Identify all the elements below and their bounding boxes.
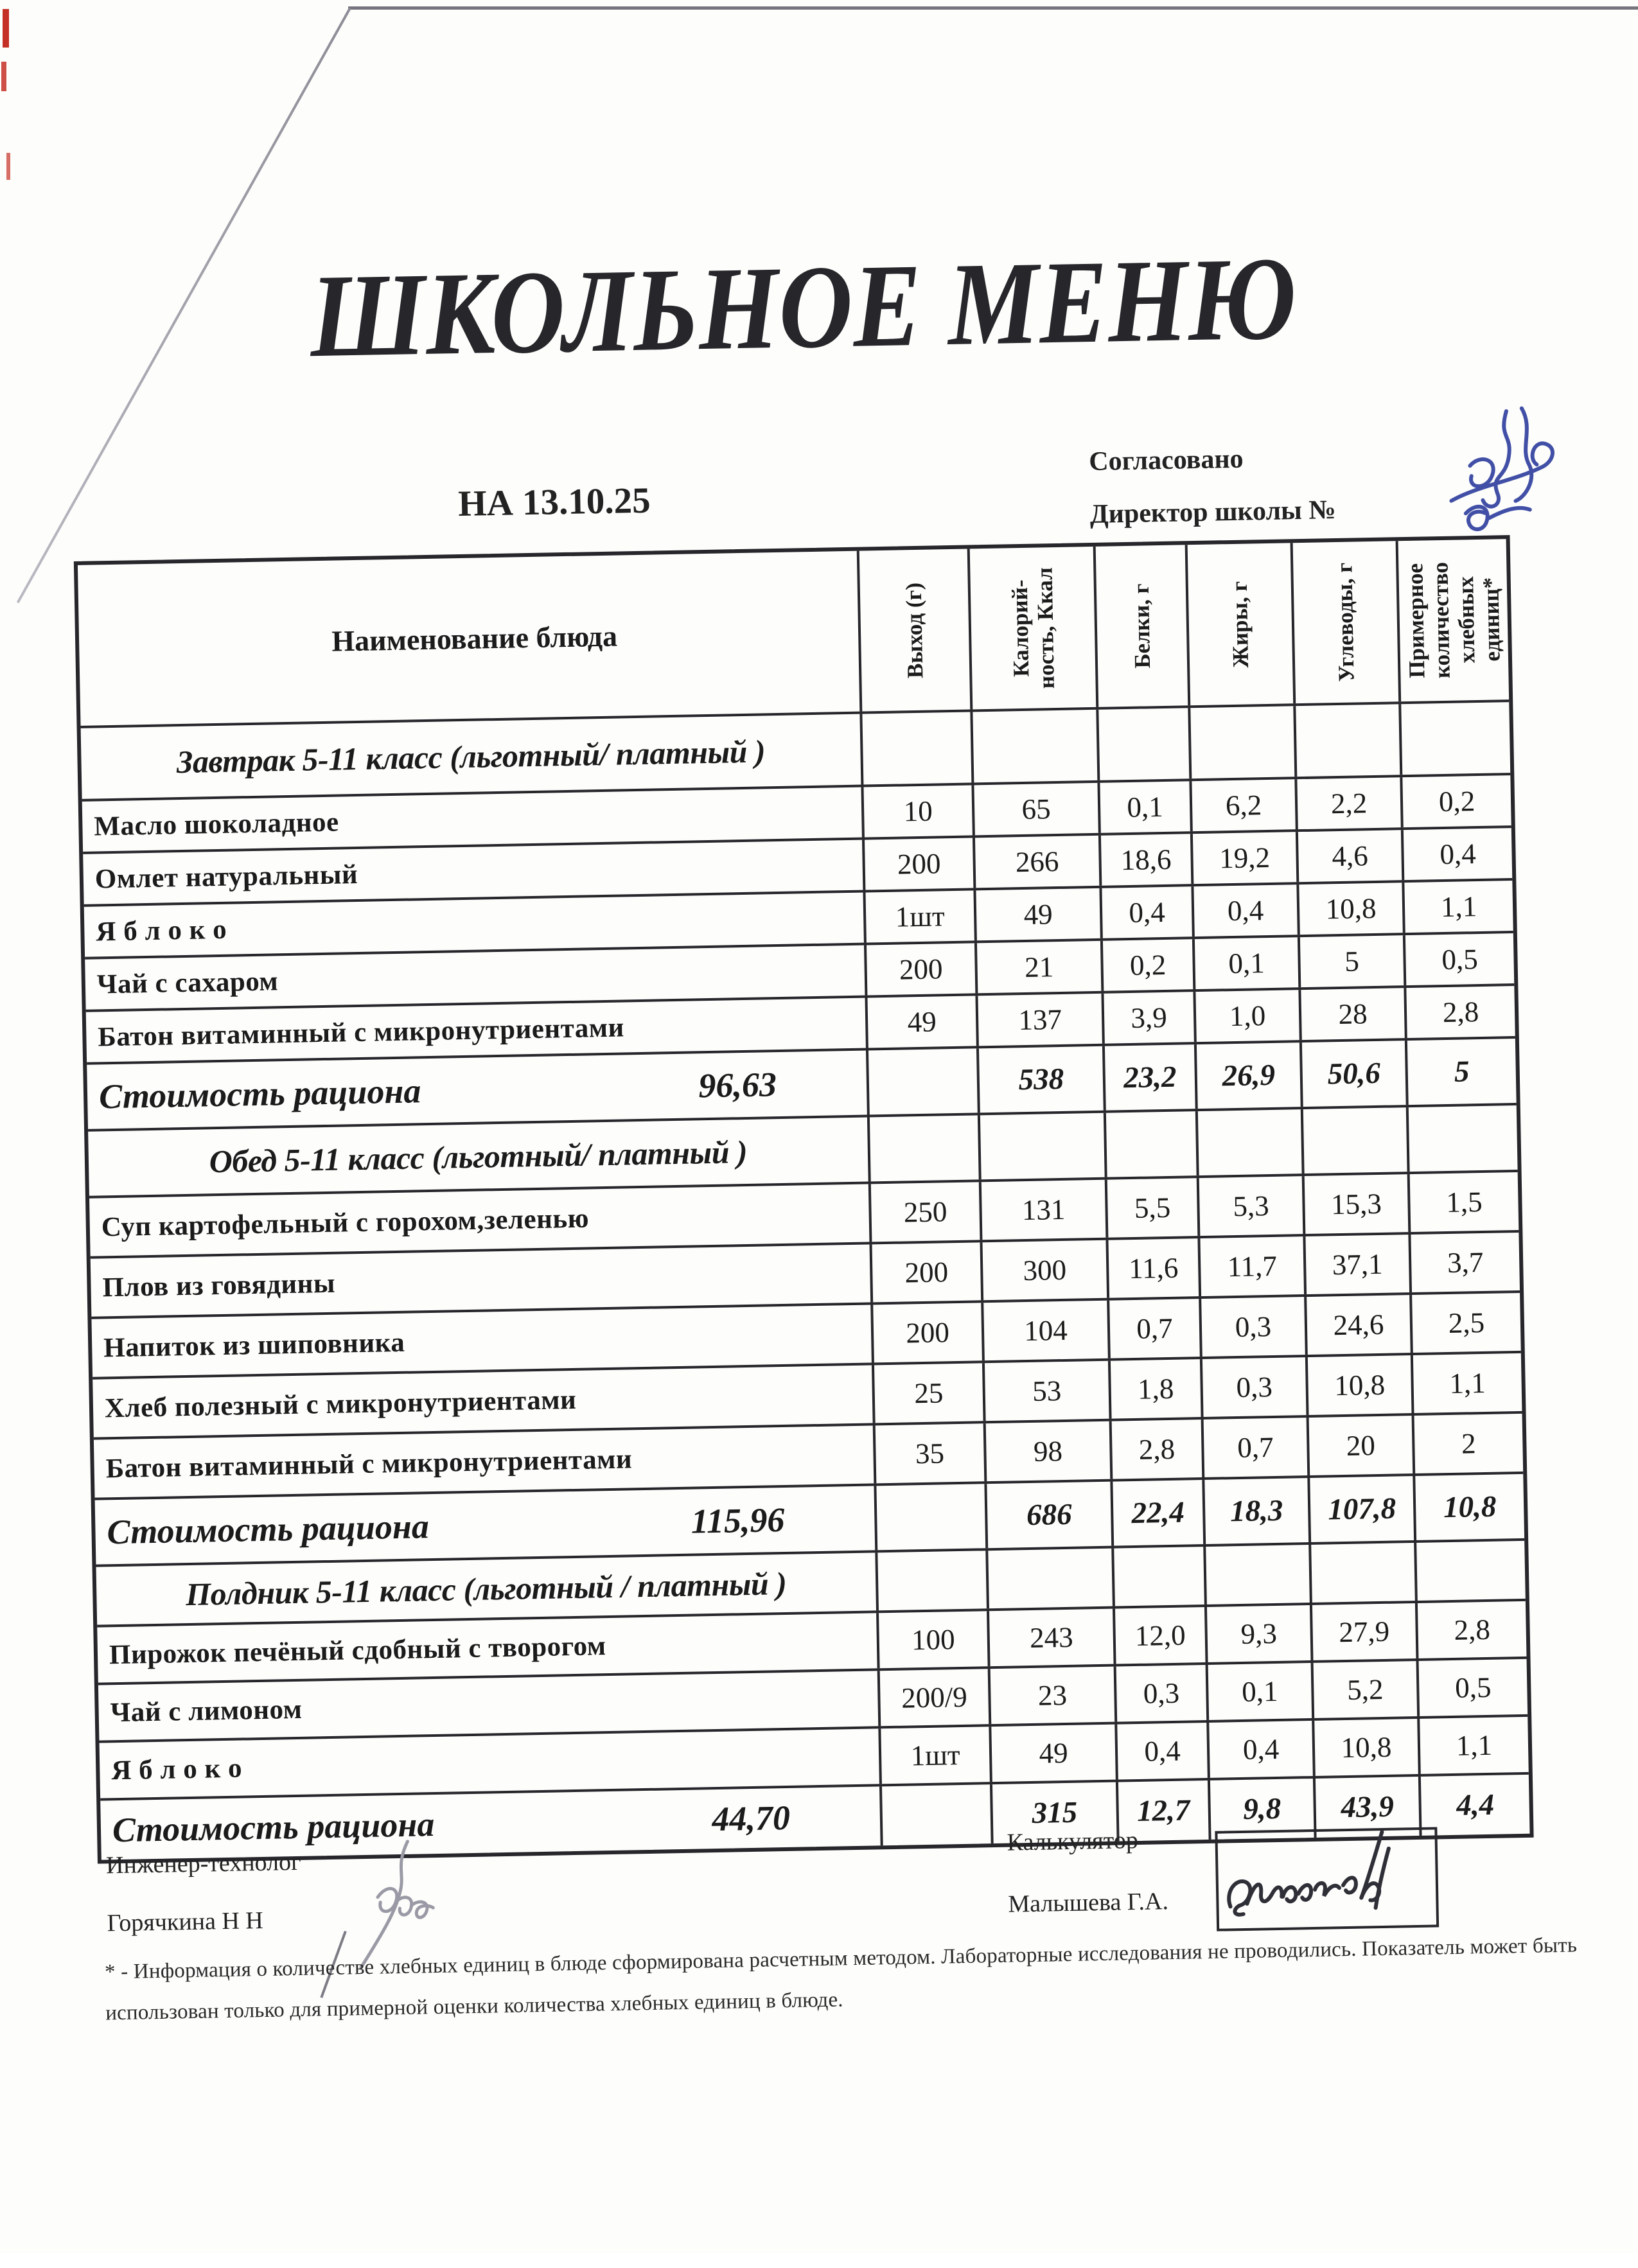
total-value: 12,7: [1116, 1780, 1209, 1842]
column-header-text: Жиры, г: [1227, 580, 1254, 668]
empty-cell: [1398, 702, 1510, 775]
footer-right-name: Малышева Г.А.: [1008, 1888, 1169, 1918]
nutrition-value: 137: [975, 994, 1102, 1046]
dish-name: Я б л о к о: [110, 1753, 243, 1786]
nutrition-value: 0,5: [1416, 1659, 1528, 1716]
nutrition-value: 10,8: [1296, 883, 1402, 935]
total-value: 107,8: [1307, 1476, 1414, 1542]
column-header: [967, 547, 1096, 710]
nutrition-value: 18,6: [1098, 834, 1191, 886]
nutrition-value: 0,3: [1200, 1357, 1307, 1417]
nutrition-value: 12,0: [1113, 1607, 1206, 1664]
table-header-row: [78, 539, 1509, 726]
nutrition-value: 0,1: [1192, 937, 1298, 989]
nutrition-value: 2: [1412, 1414, 1524, 1473]
nutrition-value: 3,9: [1101, 992, 1193, 1044]
column-header-text: Калорий- ность, Ккал: [1007, 567, 1059, 689]
empty-cell: [1111, 1547, 1204, 1606]
nutrition-value: 200/9: [877, 1669, 989, 1726]
menu-table: [74, 535, 1534, 1864]
nutrition-value: 9,3: [1204, 1605, 1311, 1662]
nutrition-value: 0,2: [1400, 775, 1511, 827]
footnote-line2: использован только для примерной оценки количества хлебных единиц в блюде.: [105, 1988, 844, 2025]
approval-block: [1089, 444, 1336, 528]
total-value: 9,8: [1208, 1779, 1314, 1840]
nutrition-value: 10: [861, 785, 972, 837]
empty-cell: [985, 1549, 1113, 1609]
nutrition-value: 3,7: [1408, 1233, 1520, 1292]
nutrition-value: 49: [989, 1725, 1116, 1782]
total-value: [874, 1484, 985, 1550]
column-header-text: Примерное количество хлебных единиц*: [1402, 562, 1505, 679]
nutrition-value: 0,3: [1199, 1297, 1305, 1357]
dish-name: Хлеб полезный с микронутриентами: [104, 1384, 577, 1423]
nutrition-value: 250: [868, 1182, 980, 1242]
nutrition-value: 100: [876, 1611, 988, 1668]
footer-left-name: Горячкина Н Н: [107, 1906, 264, 1937]
nutrition-value: 98: [983, 1421, 1111, 1482]
nutrition-value: 5,5: [1105, 1178, 1198, 1238]
total-value: 686: [984, 1482, 1111, 1549]
total-value: 10,8: [1413, 1474, 1524, 1540]
nutrition-value: 20: [1307, 1416, 1413, 1475]
dish-name: Масло шоколадное: [93, 807, 340, 841]
empty-cell: [875, 1551, 987, 1610]
nutrition-value: 37,1: [1303, 1235, 1409, 1294]
nutrition-value: 2,8: [1404, 986, 1515, 1038]
nutrition-value: 10,8: [1312, 1719, 1418, 1776]
total-value: 26,9: [1194, 1042, 1301, 1109]
nutrition-value: 0,7: [1201, 1418, 1308, 1477]
nutrition-value: 0,2: [1100, 939, 1193, 991]
nutrition-value: 65: [971, 783, 1098, 836]
empty-cell: [1203, 1545, 1310, 1604]
meal-section-title: Полдник 5-11 класс (льготный / платный ): [185, 1565, 787, 1613]
menu-date: НА 13.10.25: [457, 480, 651, 525]
empty-cell: [1414, 1541, 1526, 1601]
nutrition-value: 2,2: [1294, 777, 1400, 829]
meal-section-title: Обед 5-11 класс (льготный/ платный ): [209, 1133, 748, 1180]
empty-cell: [1308, 1543, 1415, 1603]
column-header: [857, 549, 971, 712]
total-label: Стоимость рациона: [106, 1507, 430, 1552]
calculator-signature: [1220, 1825, 1429, 1925]
dish-name: Я б л о к о: [95, 914, 227, 947]
column-header-text: Белки, г: [1128, 583, 1156, 669]
footer-left-role: Инженер-технолог: [105, 1848, 302, 1879]
empty-cell: [1293, 704, 1400, 777]
nutrition-value: 1шт: [863, 890, 974, 942]
total-value: 23,2: [1102, 1044, 1195, 1111]
total-value: 43,9: [1313, 1777, 1420, 1838]
nutrition-value: 53: [982, 1361, 1109, 1421]
empty-cell: [1188, 706, 1294, 778]
nutrition-value: 6,2: [1189, 779, 1295, 831]
total-value: 22,4: [1110, 1480, 1203, 1546]
total-value: 18,3: [1202, 1478, 1308, 1544]
nutrition-value: 28: [1298, 988, 1404, 1040]
nutrition-value: 243: [987, 1609, 1114, 1667]
dish-name: Батон витаминный с микронутриентами: [105, 1443, 633, 1484]
column-header: [1396, 539, 1510, 701]
nutrition-value: 27,9: [1310, 1603, 1416, 1660]
nutrition-value: 2,5: [1409, 1293, 1521, 1353]
dish-name: Пирожок печёный сдобный с творогом: [109, 1630, 606, 1670]
total-value: 5: [1405, 1039, 1517, 1105]
nutrition-value: 1,1: [1402, 881, 1513, 933]
nutrition-value: 0,1: [1097, 781, 1190, 833]
nutrition-value: 1шт: [878, 1727, 990, 1784]
nutrition-value: 104: [981, 1301, 1108, 1361]
total-price: 96,63: [698, 1065, 777, 1105]
nutrition-value: 0,7: [1107, 1299, 1200, 1358]
column-header-text: Выход (г): [901, 582, 928, 678]
approval-director-label: Директор школы №: [1089, 495, 1336, 530]
nutrition-value: 266: [973, 836, 1099, 888]
nutrition-value: 0,4: [1206, 1721, 1313, 1778]
nutrition-value: 5: [1298, 935, 1404, 987]
nutrition-value: 35: [873, 1423, 985, 1483]
column-header-name: Наименование блюда: [331, 619, 618, 658]
nutrition-value: 0,4: [1099, 886, 1192, 938]
nutrition-value: 19,2: [1190, 832, 1296, 884]
dish-name: Напиток из шиповника: [103, 1327, 405, 1363]
nutrition-value: 131: [979, 1180, 1106, 1240]
nutrition-value: 0,4: [1401, 828, 1512, 880]
total-value: [866, 1048, 978, 1114]
nutrition-value: 10,8: [1305, 1355, 1412, 1415]
column-header: [1093, 545, 1188, 707]
total-value: 4,4: [1418, 1775, 1530, 1836]
nutrition-value: 2,8: [1109, 1420, 1202, 1479]
nutrition-value: 49: [973, 888, 1100, 941]
empty-cell: [859, 712, 971, 784]
page-title: ШКОЛЬНОЕ МЕНЮ: [309, 233, 1298, 383]
nutrition-value: 15,3: [1302, 1174, 1409, 1234]
nutrition-value: 0,3: [1114, 1665, 1207, 1722]
nutrition-value: 1,0: [1193, 990, 1299, 1042]
dish-name: Суп картофельный с горохом,зеленью: [101, 1202, 590, 1242]
column-header: [1290, 541, 1399, 703]
nutrition-value: 0,4: [1191, 884, 1297, 936]
dish-name: Батон витаминный с микронутриентами: [97, 1012, 625, 1052]
nutrition-value: 49: [865, 996, 976, 1048]
nutrition-value: 24,6: [1304, 1295, 1411, 1355]
technologist-signature: [304, 1834, 474, 1972]
approval-agreed-label: Согласовано: [1088, 444, 1244, 477]
dish-name: Чай с сахаром: [96, 965, 279, 999]
nutrition-value: 11,6: [1105, 1238, 1199, 1298]
total-label: Стоимость рациона: [98, 1071, 421, 1116]
empty-cell: [867, 1115, 979, 1181]
meal-section-title: Завтрак 5-11 класс (льготный/ платный ): [176, 733, 766, 780]
director-signature: [1353, 402, 1568, 544]
column-header: [1185, 543, 1294, 705]
empty-cell: [1301, 1107, 1407, 1174]
total-value: 50,6: [1299, 1041, 1406, 1107]
nutrition-value: 0,4: [1114, 1723, 1208, 1780]
nutrition-value: 200: [864, 943, 975, 995]
empty-cell: [970, 710, 1097, 783]
total-price: 44,70: [711, 1798, 791, 1839]
total-value: [879, 1784, 991, 1845]
nutrition-value: 300: [980, 1240, 1107, 1301]
nutrition-value: 21: [974, 941, 1101, 994]
nutrition-value: 200: [870, 1303, 982, 1362]
empty-cell: [1195, 1109, 1302, 1175]
nutrition-value: 4,6: [1296, 830, 1402, 882]
nutrition-value: 200: [862, 838, 973, 890]
nutrition-value: 5,2: [1311, 1661, 1418, 1718]
empty-cell: [1096, 708, 1189, 780]
nutrition-value: 0,1: [1206, 1663, 1312, 1720]
nutrition-value: 2,8: [1415, 1601, 1527, 1658]
nutrition-value: 1,1: [1417, 1717, 1529, 1774]
total-value: 315: [990, 1782, 1117, 1844]
nutrition-value: 5,3: [1197, 1176, 1303, 1236]
column-header-text: Углеводы, г: [1332, 562, 1360, 682]
dish-name: Плов из говядины: [102, 1268, 336, 1303]
footer-right-role: Калькулятор: [1007, 1826, 1139, 1856]
nutrition-value: 23: [988, 1667, 1115, 1725]
nutrition-value: 1,8: [1108, 1359, 1201, 1419]
nutrition-value: 25: [872, 1363, 983, 1423]
nutrition-value: 200: [870, 1242, 982, 1302]
empty-cell: [978, 1113, 1105, 1180]
dish-name: Чай с лимоном: [110, 1694, 303, 1728]
empty-cell: [1406, 1105, 1518, 1172]
dish-name: Омлет натуральный: [94, 859, 358, 894]
footnote-line1: * - Информация о количестве хлебных единиц в блюде сформирована расчетным методом. Лабораторные исследования не проводились. Показатель может быть: [104, 1933, 1578, 1984]
nutrition-value: 1,5: [1407, 1172, 1519, 1232]
total-price: 115,96: [691, 1500, 785, 1541]
total-label: Стоимость рациона: [112, 1805, 435, 1850]
nutrition-value: 11,7: [1197, 1236, 1304, 1296]
nutrition-value: 0,5: [1403, 933, 1514, 985]
empty-cell: [1104, 1111, 1197, 1177]
total-value: 538: [976, 1046, 1104, 1113]
nutrition-value: 1,1: [1411, 1353, 1522, 1413]
